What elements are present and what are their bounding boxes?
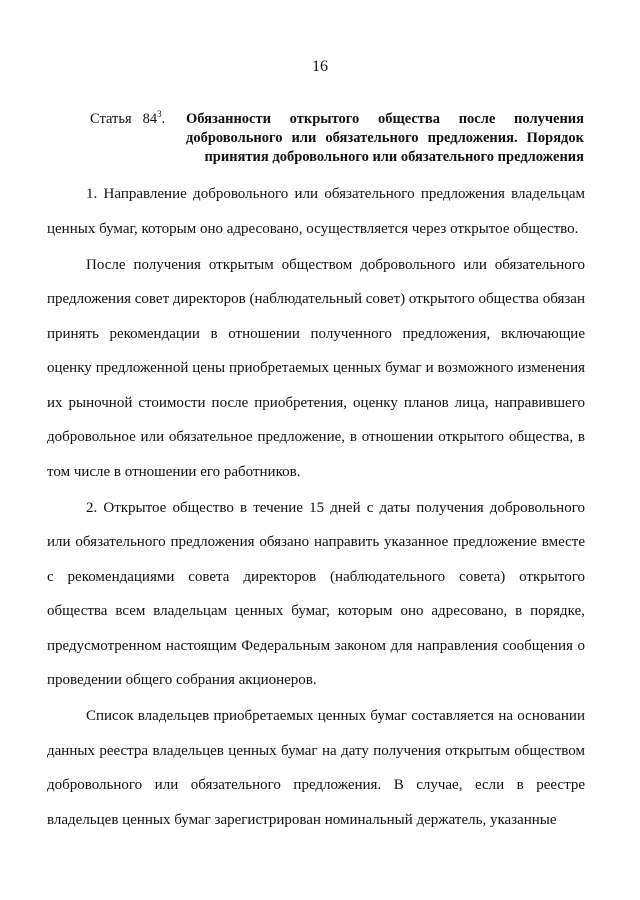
article-number-superscript: 3 (157, 109, 162, 120)
article-title (186, 110, 584, 167)
paragraph-2: После получения открытым обществом добровольного или обязательного предложения совет директоров (наблюдательный совет) открытого общества обязан принять рекомендации в отношении полученного предложения, включающие оценку предложенной цены приобретаемых ценных бумаг и возможного изменения их рыночной стоимости после приобретения, оценку планов лица, направившего добровольное или обязательное предложение, в отношении открытого общества, в том числе в отношении его работников. (47, 256, 585, 480)
article-number (143, 111, 166, 127)
article-number-suffix: . (161, 111, 166, 127)
article-body (47, 177, 585, 837)
paragraph-1: 1. Направление добровольного или обязательного предложения владельцам ценных бумаг, которым оно адресовано, осуществляется через открытое общество. (47, 186, 585, 237)
article-title-line-2: добровольного или обязательного предложения. Порядок (186, 130, 584, 146)
article-title-line-1: Обязанности открытого общества после получения (186, 111, 584, 127)
page-number: 16 (312, 58, 328, 75)
article-label (90, 110, 165, 129)
article-title-line-3: принятия добровольного или обязательного предложения (204, 149, 584, 165)
article-number-main: 84 (142, 111, 158, 127)
paragraph-3: 2. Открытое общество в течение 15 дней с даты получения добровольного или обязательного предложения обязано направить указанное предложение вместе с рекомендациями совета директоров (наблюдательного совета) открытого общества всем владельцам ценных бумаг, которым оно адресовано, в порядке, предусмотренном настоящим Федеральным законом для направления сообщения о проведении общего собрания акционеров. (47, 499, 585, 688)
article-label-word: Статья (90, 111, 132, 127)
paragraph-4: Список владельцев приобретаемых ценных бумаг составляется на основании данных реестра владельцев ценных бумаг на дату получения открытым обществом добровольного или обязательного предложения. В случае, если в реестре владельцев ценных бумаг зарегистрирован номинальный держатель, указанные (47, 708, 585, 828)
